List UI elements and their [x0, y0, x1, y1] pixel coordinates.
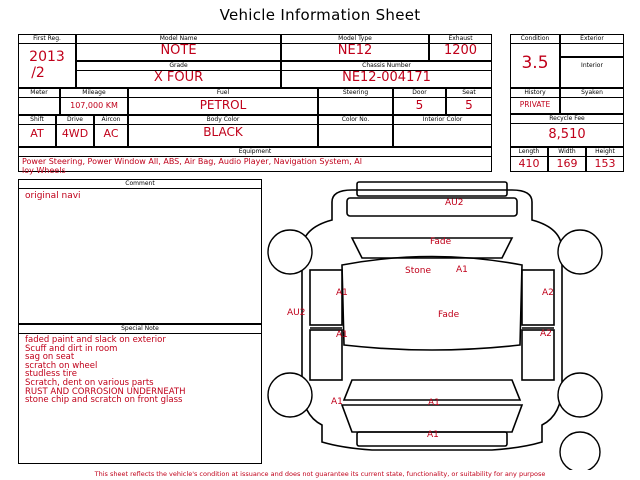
shift-value: AT — [30, 127, 44, 140]
mileage-label: Mileage — [61, 89, 127, 98]
diagram-label-front-center: A1 — [428, 398, 440, 408]
recycle-cell — [510, 114, 624, 147]
meter-label: Meter — [19, 89, 59, 98]
grade-value: X FOUR — [153, 70, 204, 85]
model-name-label: Model Name — [77, 35, 280, 44]
special-note-label: Special Note — [19, 325, 261, 334]
body-color-cell — [128, 115, 318, 147]
grade-cell — [76, 61, 281, 88]
body-color-label: Body Color — [129, 116, 317, 125]
comment-text: original navi — [25, 191, 81, 201]
height-cell — [586, 147, 624, 172]
special-note-line: scratch on wheel — [25, 360, 98, 371]
first-reg-year: 2013 — [29, 49, 65, 65]
chassis-cell — [281, 61, 492, 88]
exterior-cell — [560, 34, 624, 57]
color-no-label: Color No. — [319, 116, 392, 125]
length-cell — [510, 147, 548, 172]
diagram-label-rear: AU2 — [445, 198, 464, 208]
special-note-line: RUST AND CORROSION UNDERNEATH — [25, 386, 186, 397]
diagram-label-left-side: AU2 — [287, 308, 306, 318]
history-cell — [510, 88, 560, 114]
aircon-value: AC — [103, 127, 119, 140]
exhaust-value: 1200 — [443, 43, 478, 58]
grade-label: Grade — [77, 62, 280, 71]
drive-value: 4WD — [61, 127, 89, 140]
width-label: Width — [549, 148, 585, 157]
syaken-label: Syaken — [561, 89, 623, 98]
exhaust-label: Exhaust — [430, 35, 491, 44]
recycle-value: 8,510 — [548, 127, 586, 142]
hood — [342, 405, 522, 432]
condition-value: 3.5 — [521, 53, 549, 73]
seat-value: 5 — [465, 98, 473, 112]
diagram-label-right-front: A2 — [540, 329, 552, 339]
aircon-label: Aircon — [95, 116, 127, 125]
mileage-cell — [60, 88, 128, 115]
special-note-cell — [18, 324, 262, 464]
drive-label: Drive — [57, 116, 93, 125]
meter-cell — [18, 88, 60, 115]
body-color-value: BLACK — [203, 125, 243, 139]
front-left-wheel — [268, 373, 312, 417]
exterior-label: Exterior — [561, 35, 623, 44]
fuel-value: PETROL — [199, 98, 247, 112]
front-right-wheel — [558, 373, 602, 417]
equipment-line-1: Power Steering, Power Window All, ABS, Air Bag, Audio Player, Navigation System, Al — [22, 157, 362, 166]
spare-wheel — [560, 432, 600, 470]
car-damage-diagram — [262, 180, 622, 470]
roof — [342, 257, 522, 351]
history-label: History — [511, 89, 559, 98]
comment-label: Comment — [19, 180, 261, 189]
exhaust-cell — [429, 34, 492, 61]
diagram-label-hood: Fade — [438, 310, 460, 320]
first-reg-month: /2 — [31, 65, 45, 81]
interior-label: Interior — [581, 62, 603, 69]
rear-bumper-panel — [347, 198, 517, 216]
history-value: PRIVATE — [519, 100, 551, 109]
drive-cell — [56, 115, 94, 147]
special-note-line: Scuff and dirt in room — [25, 343, 118, 354]
length-value: 410 — [518, 157, 540, 170]
seat-cell — [446, 88, 492, 115]
diagram-label-left-front: A1 — [336, 330, 348, 340]
width-cell — [548, 147, 586, 172]
diagram-label-front-bumper: A1 — [427, 430, 439, 440]
disclaimer-footer: This sheet reflects the vehicle's condition at issuance and does not guarantee its current state, functionality, or suitability for any purpose — [94, 470, 546, 478]
seat-label: Seat — [447, 89, 491, 98]
mileage-value: 107,000 KM — [70, 101, 118, 110]
steering-cell — [318, 88, 393, 115]
diagram-label-left-rear: A1 — [336, 288, 348, 298]
chassis-label: Chassis Number — [282, 62, 491, 71]
model-type-cell — [281, 34, 429, 61]
rear-gate-panel — [357, 182, 507, 196]
length-label: Length — [511, 148, 547, 157]
width-value: 169 — [556, 157, 578, 170]
syaken-cell — [560, 88, 624, 114]
diagram-label-roof-stone: Stone — [405, 266, 431, 276]
diagram-label-right-rear: A2 — [542, 288, 554, 298]
recycle-label: Recycle Fee — [511, 115, 623, 124]
chassis-value: NE12-004171 — [342, 70, 431, 85]
model-type-value: NE12 — [337, 43, 373, 58]
color-no-cell — [318, 115, 393, 147]
condition-cell — [510, 34, 560, 88]
comment-cell — [18, 179, 262, 324]
interior-cell — [560, 57, 624, 88]
door-label: Door — [394, 89, 445, 98]
first-reg-cell — [18, 34, 76, 88]
interior-color-cell — [393, 115, 492, 147]
front-glass — [344, 380, 520, 400]
fuel-label: Fuel — [129, 89, 317, 98]
fuel-cell — [128, 88, 318, 115]
steering-label: Steering — [319, 89, 392, 98]
equipment-line-2: loy Wheels — [22, 166, 66, 175]
door-cell — [393, 88, 446, 115]
model-name-value: NOTE — [160, 43, 197, 58]
door-value: 5 — [415, 98, 424, 112]
diagram-label-front-left: A1 — [331, 397, 343, 407]
shift-cell — [18, 115, 56, 147]
page-title: Vehicle Information Sheet — [219, 6, 421, 24]
height-value: 153 — [594, 157, 616, 170]
first-reg-label: First Reg. — [19, 35, 75, 44]
interior-color-label: Interior Color — [394, 116, 491, 125]
special-note-line: faded paint and slack on exterior — [25, 335, 166, 345]
rear-left-wheel — [268, 230, 312, 274]
diagram-label-rear-glass: Fade — [430, 237, 452, 247]
aircon-cell — [94, 115, 128, 147]
equipment-label: Equipment — [19, 148, 491, 157]
condition-label: Condition — [511, 35, 559, 44]
special-note-line: stone chip and scratch on front glass — [25, 395, 183, 406]
special-note-line: Scratch, dent on various parts — [25, 377, 154, 388]
height-label: Height — [587, 148, 623, 157]
special-note-line: studless tire — [25, 369, 77, 380]
special-note-list — [25, 336, 186, 405]
rear-right-wheel — [558, 230, 602, 274]
shift-label: Shift — [19, 116, 55, 125]
special-note-line: sag on seat — [25, 352, 75, 363]
diagram-label-roof: A1 — [456, 265, 468, 275]
model-type-label: Model Type — [282, 35, 428, 44]
model-name-cell — [76, 34, 281, 61]
car-body-outline — [302, 190, 562, 450]
equipment-cell — [18, 147, 492, 175]
